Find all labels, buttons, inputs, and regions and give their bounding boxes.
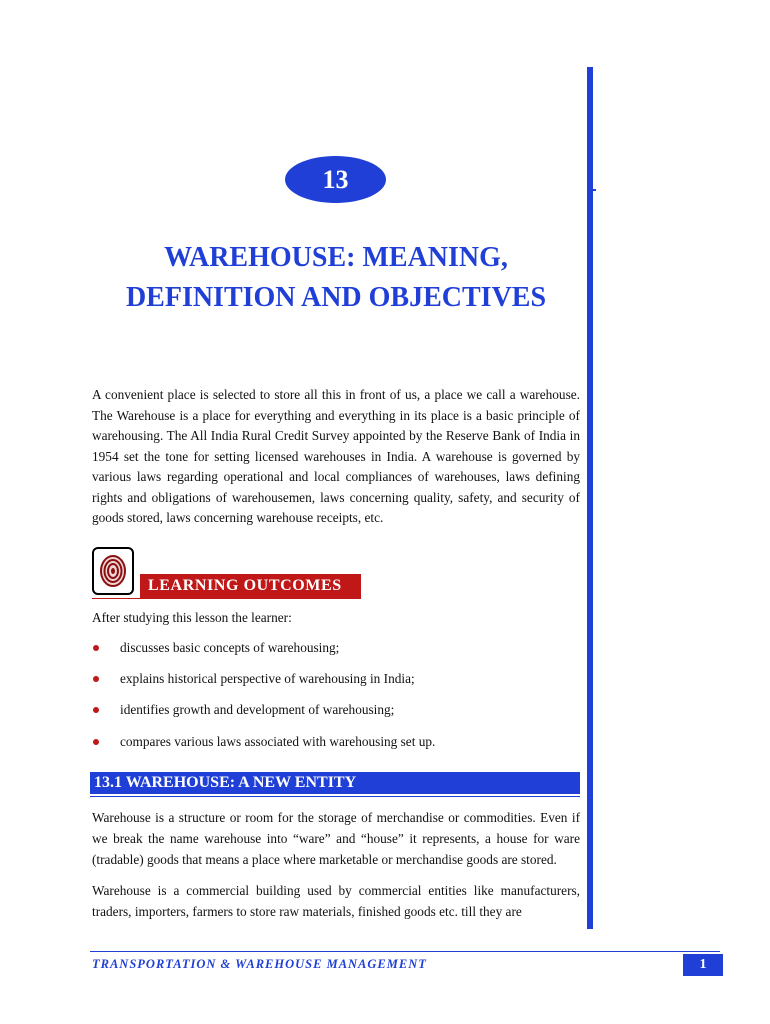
learning-outcomes-underline xyxy=(92,598,361,599)
section-heading-underline xyxy=(90,796,580,797)
section-paragraph-1: Warehouse is a structure or room for the storage of merchandise or commodities. Even if we break the name warehouse into “ware” and “house” it represents, a house for ware (tradable) goods that means a place where marketable or merchandise goods are stored. xyxy=(92,810,580,867)
page-number: 1 xyxy=(683,954,723,976)
chapter-title-line-2: DEFINITION AND OBJECTIVES xyxy=(125,282,547,313)
footer-rule xyxy=(90,951,720,952)
bullet-icon xyxy=(93,707,99,713)
list-item-text: discusses basic concepts of warehousing; xyxy=(120,640,340,655)
bullet-icon xyxy=(93,739,99,745)
chapter-title-line-1: WAREHOUSE: MEANING, xyxy=(164,242,508,273)
margin-rule-tick xyxy=(593,189,596,191)
bullet-icon xyxy=(93,676,99,682)
learning-outcomes-heading: LEARNING OUTCOMES xyxy=(140,574,361,598)
chapter-number-badge: 13 xyxy=(285,156,386,203)
learning-outcomes-intro: After studying this lesson the learner: xyxy=(92,610,292,625)
section-heading: 13.1 WAREHOUSE: A NEW ENTITY xyxy=(90,772,580,794)
list-item-text: explains historical perspective of warehousing in India; xyxy=(120,671,415,686)
margin-rule xyxy=(587,67,593,929)
list-item-text: identifies growth and development of warehousing; xyxy=(120,702,395,717)
chapter-title xyxy=(90,238,582,318)
list-item-text: compares various laws associated with warehousing set up. xyxy=(120,734,436,749)
footer-title: TRANSPORTATION & WAREHOUSE MANAGEMENT xyxy=(92,957,427,971)
bullet-icon xyxy=(93,645,99,651)
intro-paragraph: A convenient place is selected to store all this in front of us, a place we call a warehouse. The Warehouse is a place for everything and everything in its place is a basic principle of warehousing. The All India Rural Credit Survey appointed by the Reserve Bank of India in 1954 set the tone for setting licensed warehouses in India. A warehouse is governed by various laws regarding operational and local compliances of warehouses, laws defining rights and obligations of warehousemen, laws concerning quality, safety, and security of goods stored, laws concerning warehouse receipts, etc. xyxy=(92,387,580,525)
target-icon xyxy=(92,547,134,595)
section-paragraph-2: Warehouse is a commercial building used by commercial entities like manufacturers, traders, importers, farmers to store raw materials, finished goods etc. till they are xyxy=(92,883,580,919)
